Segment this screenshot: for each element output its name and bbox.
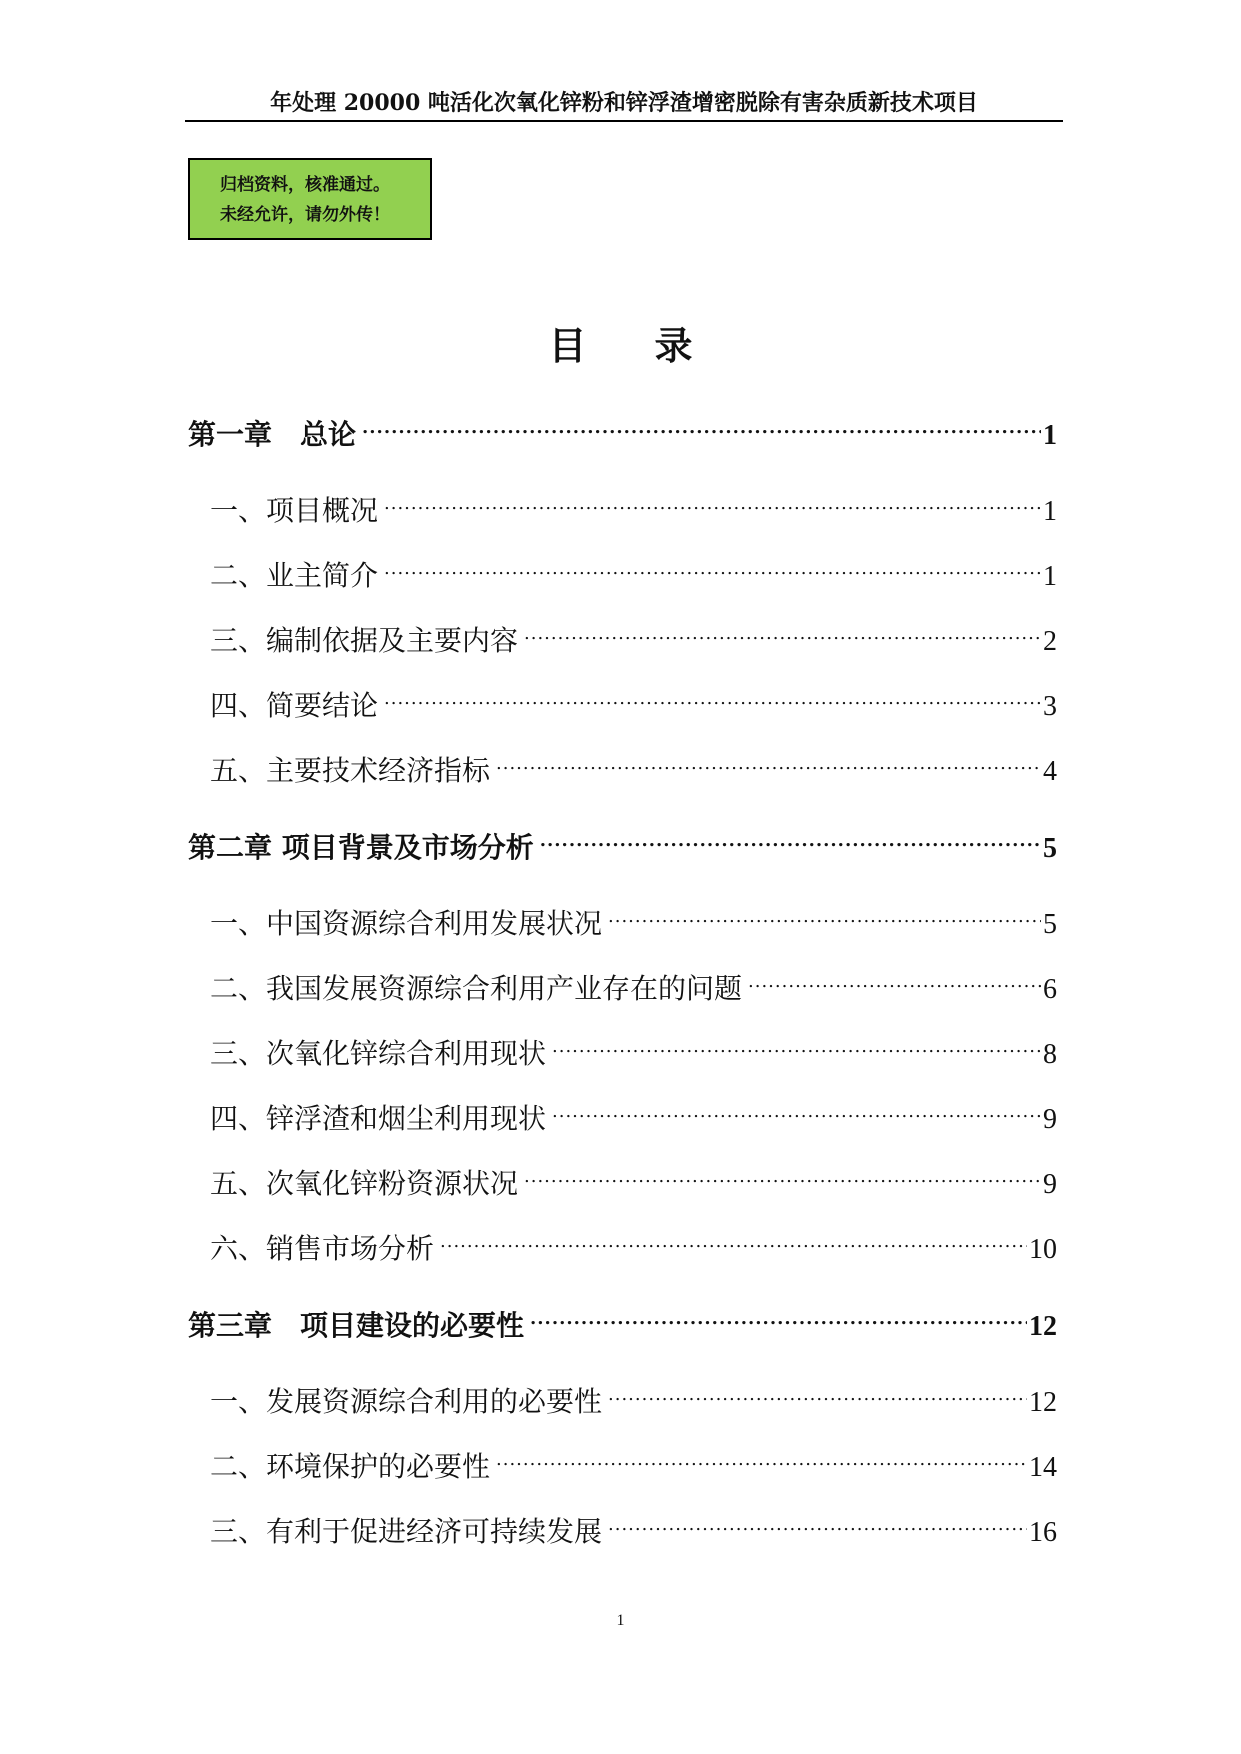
dot-leader <box>552 1023 1041 1063</box>
dot-leader <box>384 480 1041 520</box>
dot-leader <box>496 1436 1027 1476</box>
toc-entry-page: 12 <box>1029 1387 1057 1418</box>
toc-chapter-1[interactable] <box>188 404 1057 451</box>
toc-entry-label: 五、次氧化锌粉资源状况 <box>210 1167 519 1200</box>
toc-entry-label: 二、我国发展资源综合利用产业存在的问题 <box>210 972 743 1005</box>
dot-leader <box>496 740 1041 780</box>
toc-entry-page: 4 <box>1043 756 1057 787</box>
toc-entry-label: 三、次氧化锌综合利用现状 <box>210 1037 547 1070</box>
dot-leader <box>524 610 1041 650</box>
toc-entry-page: 1 <box>1043 496 1057 527</box>
dot-leader <box>608 1371 1027 1411</box>
dot-leader <box>608 893 1041 933</box>
toc-section-1-2[interactable] <box>210 545 1057 592</box>
toc-entry-label: 一、中国资源综合利用发展状况 <box>210 907 603 940</box>
toc-entry-label: 第三章 项目建设的必要性 <box>188 1309 525 1342</box>
toc-entry-label: 二、环境保护的必要性 <box>210 1450 491 1483</box>
toc-chapter-3[interactable] <box>188 1295 1057 1342</box>
toc-section-2-1[interactable] <box>210 893 1057 940</box>
toc-section-1-4[interactable] <box>210 675 1057 722</box>
toc-entry-page: 9 <box>1043 1169 1057 1200</box>
toc-entry-page: 1 <box>1043 420 1057 451</box>
toc-entry-label: 三、有利于促进经济可持续发展 <box>210 1515 603 1548</box>
toc-entry-page: 5 <box>1043 833 1057 864</box>
toc-section-1-3[interactable] <box>210 610 1057 657</box>
dot-leader <box>384 675 1041 715</box>
page-number: 1 <box>616 1612 625 1629</box>
toc-entry-page: 12 <box>1029 1311 1057 1342</box>
toc-title: 目录 <box>548 323 761 368</box>
toc-section-3-3[interactable] <box>210 1501 1057 1548</box>
toc-entry-label: 一、发展资源综合利用的必要性 <box>210 1385 603 1418</box>
dot-leader <box>362 404 1041 444</box>
toc-entry-label: 五、主要技术经济指标 <box>210 754 491 787</box>
dot-leader <box>530 1295 1027 1335</box>
dot-leader <box>608 1501 1027 1541</box>
toc-section-2-6[interactable] <box>210 1218 1057 1265</box>
toc-entry-page: 3 <box>1043 691 1057 722</box>
toc-entry-page: 10 <box>1029 1234 1057 1265</box>
stamp-line-1: 归档资料，核准通过。 <box>220 175 390 195</box>
toc-section-1-5[interactable] <box>210 740 1057 787</box>
toc-section-1-1[interactable] <box>210 480 1057 527</box>
toc-section-3-2[interactable] <box>210 1436 1057 1483</box>
document-header-title: 年处理 20000 吨活化次氧化锌粉和锌浮渣增密脱除有害杂质新技术项目 <box>270 90 978 116</box>
toc-entry-page: 8 <box>1043 1039 1057 1070</box>
toc-entry-page: 16 <box>1029 1517 1057 1548</box>
toc-entry-page: 14 <box>1029 1452 1057 1483</box>
dot-leader <box>748 958 1041 998</box>
toc-entry-label: 第二章 项目背景及市场分析 <box>188 831 534 864</box>
dot-leader <box>552 1088 1041 1128</box>
toc-entry-label: 六、销售市场分析 <box>210 1232 435 1265</box>
toc-entry-label: 三、编制依据及主要内容 <box>210 624 519 657</box>
toc-entry-label: 一、项目概况 <box>210 494 379 527</box>
toc-section-3-1[interactable] <box>210 1371 1057 1418</box>
toc-entry-page: 1 <box>1043 561 1057 592</box>
dot-leader <box>524 1153 1041 1193</box>
dot-leader <box>384 545 1041 585</box>
toc-section-2-2[interactable] <box>210 958 1057 1005</box>
toc-entry-label: 四、简要结论 <box>210 689 379 722</box>
toc-entry-page: 6 <box>1043 974 1057 1005</box>
toc-entry-page: 2 <box>1043 626 1057 657</box>
toc-chapter-2[interactable] <box>188 817 1057 864</box>
toc-entry-label: 二、业主简介 <box>210 559 379 592</box>
toc-entry-page: 5 <box>1043 909 1057 940</box>
dot-leader <box>440 1218 1027 1258</box>
toc-section-2-3[interactable] <box>210 1023 1057 1070</box>
toc-entry-page: 9 <box>1043 1104 1057 1135</box>
stamp-line-2: 未经允许，请勿外传！ <box>220 205 390 225</box>
toc-entry-label: 四、锌浮渣和烟尘利用现状 <box>210 1102 547 1135</box>
toc-section-2-5[interactable] <box>210 1153 1057 1200</box>
toc-section-2-4[interactable] <box>210 1088 1057 1135</box>
toc-entry-label: 第一章 总论 <box>188 418 357 451</box>
dot-leader <box>540 817 1041 857</box>
